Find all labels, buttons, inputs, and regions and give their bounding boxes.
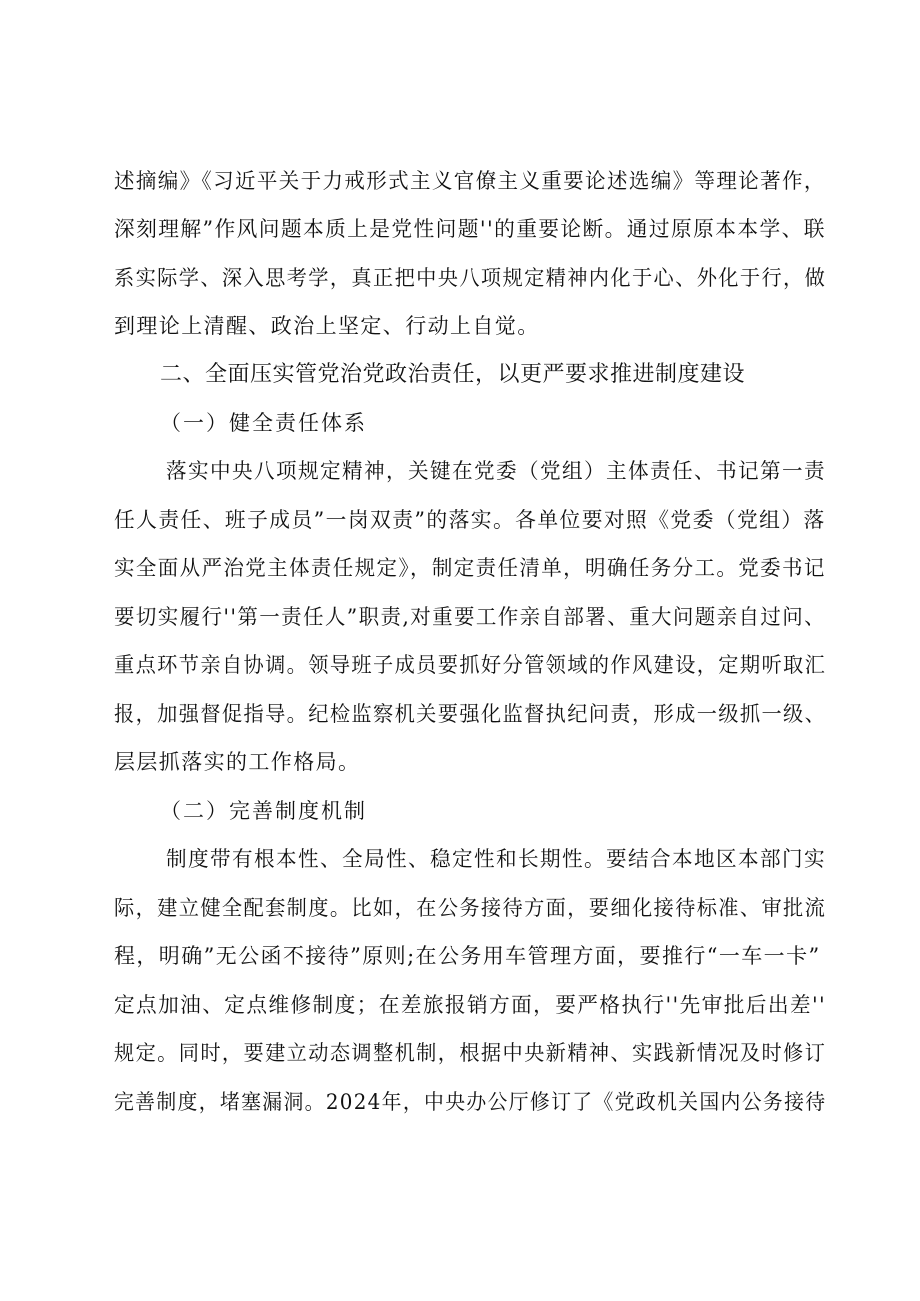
text-line: 规定。同时，要建立动态调整机制，根据中央新精神、实践新情况及时修订 [114,1041,827,1065]
text-line: 实全面从严治党主体责任规定》，制定责任清单，明确任务分工。党委书记 [114,556,826,580]
text-line: 际，建立健全配套制度。比如，在公务接待方面，要细化接待标准、审批流 [114,896,827,920]
text-line: 完善制度，堵塞漏洞。2024年，中央办公厅修订了《党政机关国内公务接待 [114,1090,827,1114]
text-line: 报，加强督促指导。纪检监察机关要强化监督执纪问责，形成一级抓一级、 [114,702,827,726]
text-line: 系实际学、深入思考学，真正把中央八项规定精神内化于心、外化于行，做 [114,266,827,290]
text-line: 要切实履行''第一责任人”职责,对重要工作亲自部署、重大问题亲自过问、 [114,605,826,629]
text-line: 深刻理解”作风问题本质上是党性问题''的重要论断。通过原原本本学、联 [114,217,826,241]
text-line: 任人责任、班子成员”一岗双责”的落实。各单位要对照《党委（党组）落 [114,508,826,532]
subsection-heading: （二）完善制度机制 [160,799,367,823]
text-line: 制度带有根本性、全局性、稳定性和长期性。要结合本地区本部门实 [166,847,826,871]
text-line: 述摘编》《习近平关于力戒形式主义官僚主义重要论述选编》等理论著作， [114,169,826,193]
text-line: 到理论上清醒、政治上坚定、行动上自觉。 [114,314,540,338]
subsection-heading: （一）健全责任体系 [160,411,367,435]
text-line: 重点环节亲自协调。领导班子成员要抓好分管领域的作风建设，定期听取汇 [114,653,827,677]
text-line: 落实中央八项规定精神，关键在党委（党组）主体责任、书记第一责 [166,459,826,483]
section-heading: 二、全面压实管党治党政治责任，以更严要求推进制度建设 [160,362,746,387]
text-line: 程，明确”无公函不接待”原则;在公务用车管理方面，要推行“一车一卡” [114,944,821,968]
text-line: 层层抓落实的工作格局。 [114,750,361,774]
text-line: 定点加油、定点维修制度；在差旅报销方面，要严格执行''先审批后出差'' [114,993,827,1017]
